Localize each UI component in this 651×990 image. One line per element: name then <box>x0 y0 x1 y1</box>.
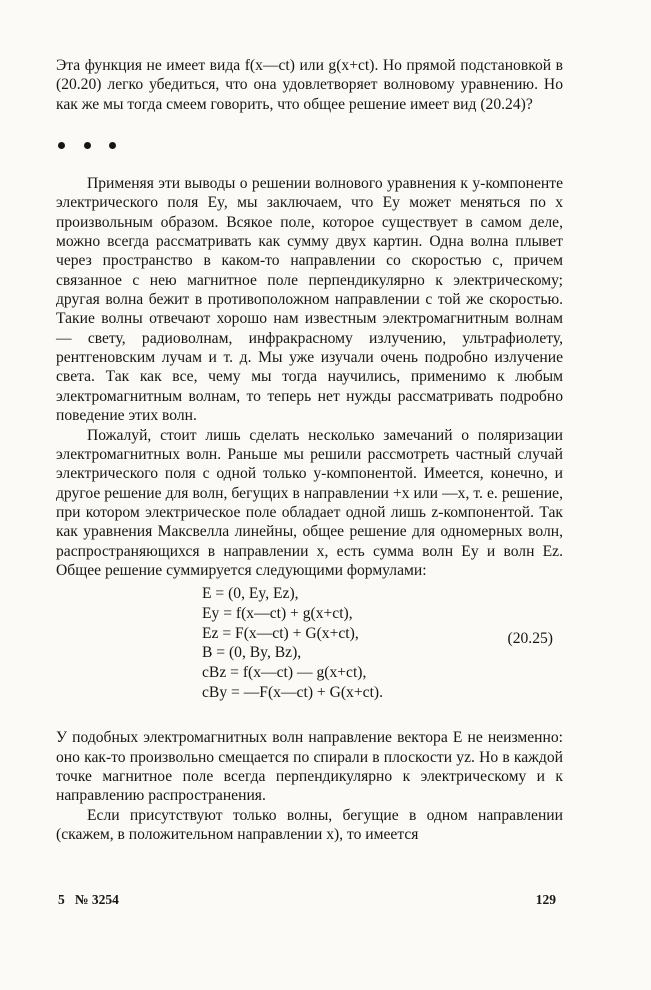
equation-line-5: cBz = f(x—ct) — g(x+ct), <box>202 664 367 682</box>
equation-block <box>56 582 563 720</box>
section-separator-dots <box>56 114 563 174</box>
page-number: 129 <box>535 892 556 907</box>
paragraph-2: Применяя эти выводы о решении волнового уравнения к y-компоненте электрического поля Ey, мы заключаем, что Ey может меняться по x произвольным образом. Всякое поле, которое существует в самом деле, можно всегда рассматривать как сумму двух картин. Одна волна плывет через пространство в каком-то направлении со скоростью c, причем связанное с нею магнитное поле перпендикулярно к электрическому; другая волна бежит в противоположном направлении с той же скоростью. Такие волны отвечают хорошо нам известным электромагнитным волнам — свету, радиоволнам, инфракрасному излучению, ультрафиолету, рентгеновским лучам и т. д. Мы уже изучали очень подробно излучение света. Так как все, чему мы тогда научились, применимо к любым электромагнитным волнам, то теперь нет нужды рассматривать подробно поведение этих волн. <box>56 175 563 425</box>
equation-number: (20.25) <box>507 630 553 648</box>
printer-signature: 5 № 3254 <box>58 892 119 907</box>
page-body <box>56 56 563 844</box>
paragraph-4: У подобных электромагнитных волн направление вектора E не неизменно: оно как-то произвольно смещается по спирали в плоскости yz. Но в каждой точке магнитное поле всегда перпендикулярно к электрическому и к направлению распространения. <box>56 729 563 805</box>
equation-lines <box>202 584 383 702</box>
equation-line-4: B = (0, By, Bz), <box>202 644 302 662</box>
paragraph-3: Пожалуй, стоит лишь сделать несколько замечаний о поляризации электромагнитных волн. Раньше мы решили рассмотреть частный случай электрического поля с одной только y-компонентой. Имеется, конечно, и другое решение для волн, бегущих в направлении +x или —x, т. е. решение, при котором электрическое поле обладает одной лишь z-компонентой. Так как уравнения Максвелла линейны, общее решение для одномерных волн, распространяющихся в направлении x, есть сумма волн Ey и волн Ez. Общее решение суммируется следующими формулами: <box>56 426 563 579</box>
equation-line-1: E = (0, Ey, Ez), <box>202 585 299 603</box>
paragraph-5: Если присутствуют только волны, бегущие в одном направлении (скажем, в положительном направлении x), то имеется <box>56 806 563 843</box>
equation-line-2: Ey = f(x—ct) + g(x+ct), <box>202 604 353 622</box>
equation-line-6: cBy = —F(x—ct) + G(x+ct). <box>202 683 383 701</box>
paragraph-1: Эта функция не имеет вида f(x—ct) или g(x+ct). Но прямой подстановкой в (20.20) легко убедиться, что она удовлетворяет волновому уравнению. Но как же мы тогда смеем говорить, что общее решение имеет вид (20.24)? <box>56 57 563 113</box>
equation-line-3: Ez = F(x—ct) + G(x+ct), <box>202 624 359 642</box>
